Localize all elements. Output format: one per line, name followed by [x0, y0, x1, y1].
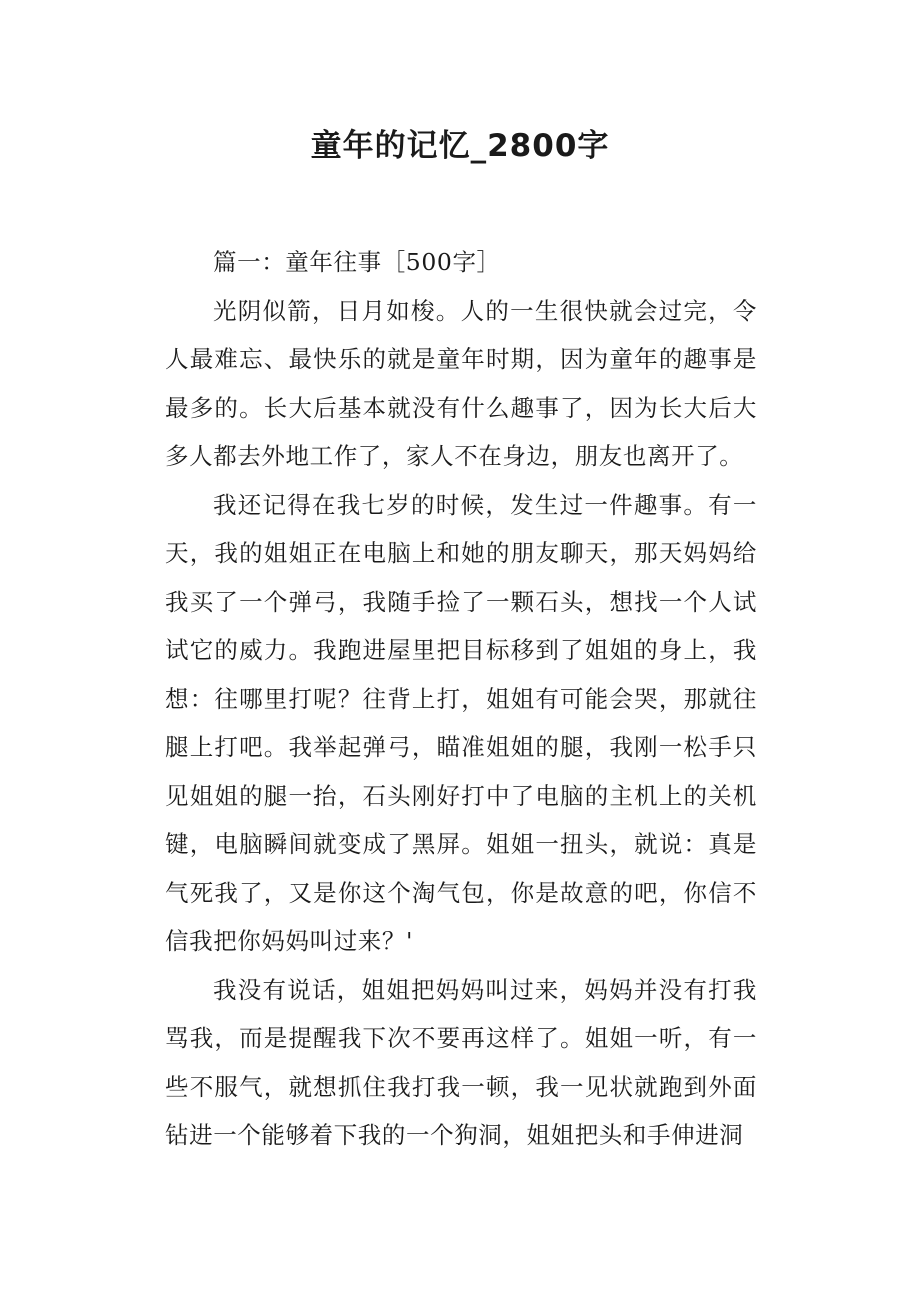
- paragraph-3: 我没有说话，姐姐把妈妈叫过来，妈妈并没有打我骂我，而是提醒我下次不要再这样了。姐姐一听，有一些不服气，就想抓住我打我一顿，我一见状就跑到外面钻进一个能够着下我的一个狗洞，姐姐把头和手伸进洞: [165, 975, 757, 1149]
- paragraph-1: 光阴似箭，日月如梭。人的一生很快就会过完，令人最难忘、最快乐的就是童年时期，因为童年的趣事是最多的。长大后基本就没有什么趣事了，因为长大后大多人都去外地工作了，家人不在身边，朋友也离开了。: [165, 296, 757, 470]
- paragraph-2: 我还记得在我七岁的时候，发生过一件趣事。有一天，我的姐姐正在电脑上和她的朋友聊天，那天妈妈给我买了一个弹弓，我随手捡了一颗石头，想找一个人试试它的威力。我跑进屋里把目标移到了姐姐的身上，我想：往哪里打呢？往背上打，姐姐有可能会哭，那就往腿上打吧。我举起弹弓，瞄准姐姐的腿，我刚一松手只见姐姐的腿一抬，石头刚好打中了电脑的主机上的关机键，电脑瞬间就变成了黑屏。姐姐一扭头，就说：真是气死我了，又是你这个淘气包，你是故意的吧，你信不信我把你妈妈叫过来？': [165, 490, 757, 955]
- document-title: 童年的记忆_2800字: [310, 128, 610, 164]
- document-body: [165, 238, 757, 1160]
- section-heading: 篇一：童年往事［500字］: [213, 248, 501, 276]
